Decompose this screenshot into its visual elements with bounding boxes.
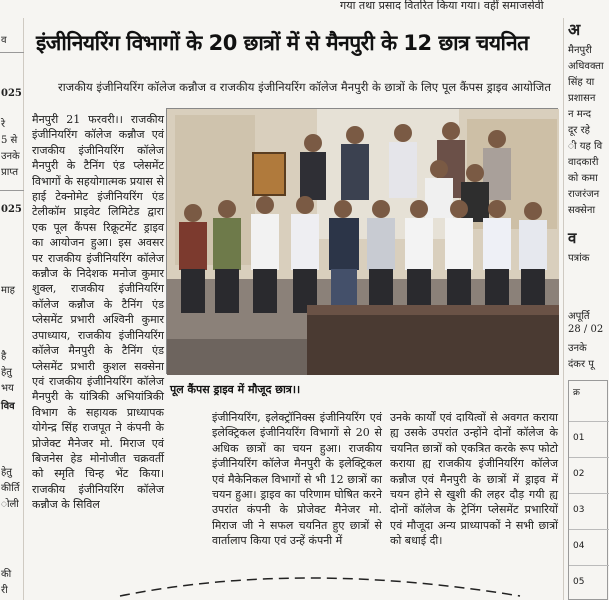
right-fragment: पत्रांक	[568, 253, 590, 264]
table-rule	[569, 457, 609, 458]
left-adjacent-column	[0, 18, 24, 600]
left-fragment: 025	[1, 204, 22, 215]
right-fragment: व	[568, 229, 577, 247]
left-fragment: री	[1, 585, 8, 596]
left-fragment: 5 से	[1, 135, 18, 146]
news-article	[26, 18, 561, 600]
left-fragment: ोली	[1, 499, 19, 510]
right-fragment: राजरंजन	[568, 189, 600, 200]
photo-caption: पूल कैंपस ड्राइव में मौजूद छात्र।।	[170, 383, 301, 396]
left-fragment: विव	[1, 401, 15, 412]
right-fragment: प्रशासन	[568, 93, 596, 104]
article-headline: इंजीनियरिंग विभागों के 20 छात्रों में से मैनपुरी के 12 छात्र चयनित	[36, 31, 529, 55]
left-fragment: माह	[1, 285, 15, 296]
right-fragment: न मन्द	[568, 109, 592, 120]
left-fragment: की	[1, 569, 12, 580]
right-fragment: उनके	[568, 343, 587, 354]
right-fragment: अपूर्ति	[568, 311, 590, 322]
top-strip-text: गया तथा प्रसाद वितरित किया गया। वहीं समाजसेवी	[340, 0, 544, 12]
left-fragment: हेतु	[1, 367, 13, 378]
left-fragment: रे	[1, 119, 6, 130]
left-fragment: है	[1, 351, 7, 362]
column-rule	[0, 52, 24, 53]
right-adjacent-column	[563, 18, 604, 600]
table-cell: क्र	[573, 388, 580, 398]
article-column-3: उनके कार्यों एवं दायित्वों से अवगत कराया ह्य उसके उपरांत उन्होंने दोनों कॉलेज के चयनित छात्रों को एकत्रित करके रूप फोटो कराया ह्य राजकीय इंजीनियरिंग कॉलेज कन्नौज एवं मैनपुरी के छात्रों में ड्राइव में चयन होने से खुशी की लहर दौड़ गयी ह्य दोनों कॉलेज के ट्रेनिंग प्लेसमेंट प्रभारियों एवं मौजूदा अन्य प्राध्यापकों ने सभी छात्रों को बधाई दी।	[390, 411, 558, 548]
right-fragment: 28 / 02	[568, 324, 604, 335]
article-subheadline: राजकीय इंजीनियरिंग कॉलेज कन्नौज व राजकीय इंजीनियरिंग कॉलेज मैनपुरी के छात्रों के लिए पूल कैंपस ड्राइव आयोजित	[58, 80, 551, 94]
table-cell: 05	[573, 577, 585, 587]
group-photo	[166, 108, 558, 374]
table-rule	[569, 421, 609, 422]
right-fragment: दंकर पू	[568, 359, 594, 370]
left-fragment: प्राप्त	[1, 167, 19, 178]
left-fragment: भय	[1, 383, 14, 394]
right-fragment: सक्सेना	[568, 205, 596, 216]
table-cell: 04	[573, 541, 585, 551]
top-strip	[0, 0, 600, 14]
next-headline-fragment	[0, 566, 600, 600]
column-rule	[0, 190, 24, 191]
right-fragment: अ	[568, 20, 581, 39]
right-fragment: ी यह वि	[568, 141, 603, 152]
left-fragment: कीर्ति	[1, 483, 20, 494]
left-fragment: हेतु	[1, 467, 13, 478]
left-fragment: 025	[1, 88, 22, 99]
article-column-1: मैनपुरी 21 फरवरी।। राजकीय इंजीनियरिंग कॉलेज कन्नौज एवं राजकीय इंजीनियरिंग कॉलेज मैनपुरी के टैनिंग एंड प्लेसमेंट विभागों के सहयोगात्मक प्रयास से हाई टेक्नोमेट इंजीनियरिंग एंड टेलीकॉम प्राइवेट लिमिटेड द्वारा एक पूल कैंपस रिक्रूटमेंट ड्राइव का आयोजन हुआ। इस अवसर पर राजकीय इंजीनियरिंग कॉलेज कन्नौज के निदेशक मनोज कुमार शुक्ल, राजकीय इंजीनियरिंग कॉलेज कन्नौज के टैनिंग एंड प्लेसमेंट प्रभारी अश्विनी कुमार उपाध्याय, राजकीय इंजीनियरिंग कॉलेज मैनपुरी के टैनिंग एंड प्लेसमेंट प्रभारी कुशल सक्सेना एवं राजकीय इंजीनियरिंग कॉलेज मैनपुरी के यांत्रिकी अभियांत्रिकी विभाग के सहायक प्राध्यापक योगेन्द्र सिंह राजपूत ने कंपनी के प्रोजेक्ट मैनेजर मो. मिराज एवं बिजनेस हेड मोनोजीत चक्रवर्ती को स्मृति चिन्ह भेंट किया। राजकीय इंजीनियरिंग कॉलेज कन्नौज के सिविल	[32, 113, 164, 512]
right-fragment: दूर रहे	[568, 125, 590, 136]
table-rule	[569, 493, 609, 494]
table-rule	[569, 529, 609, 530]
table-cell: 03	[573, 505, 585, 515]
group-photo-illustration	[167, 109, 559, 375]
right-fragment: अधिवक्ता	[568, 61, 604, 72]
table-cell: 01	[573, 433, 585, 443]
right-fragment: को कमा	[568, 173, 598, 184]
left-fragment: व	[1, 35, 7, 46]
article-column-2: इंजीनियरिंग, इलेक्ट्रॉनिक्स इंजीनियरिंग एवं इलेक्ट्रिकल इंजीनियरिंग विभागों से 20 से अधिक छात्रों का चयन हुआ। राजकीय इंजीनियरिंग कॉलेज मैनपुरी के इलेक्ट्रिकल एवं मैकेनिकल विभागों से भी 12 छात्रों का चयन हुआ। ड्राइव का परिणाम घोषित करने उपरांत कंपनी के प्रोजेक्ट मैनेजर मो. मिराज जी ने सफल चयनित हुए छात्रों से वार्तालाप किया एवं उन्हें कंपनी में	[212, 411, 382, 548]
left-fragment: उनके	[1, 151, 20, 162]
right-fragment: सिंह या	[568, 77, 595, 88]
table-cell: 02	[573, 469, 585, 479]
right-fragment: मैनपुरी	[568, 45, 592, 56]
right-fragment: वादकारी	[568, 157, 599, 168]
